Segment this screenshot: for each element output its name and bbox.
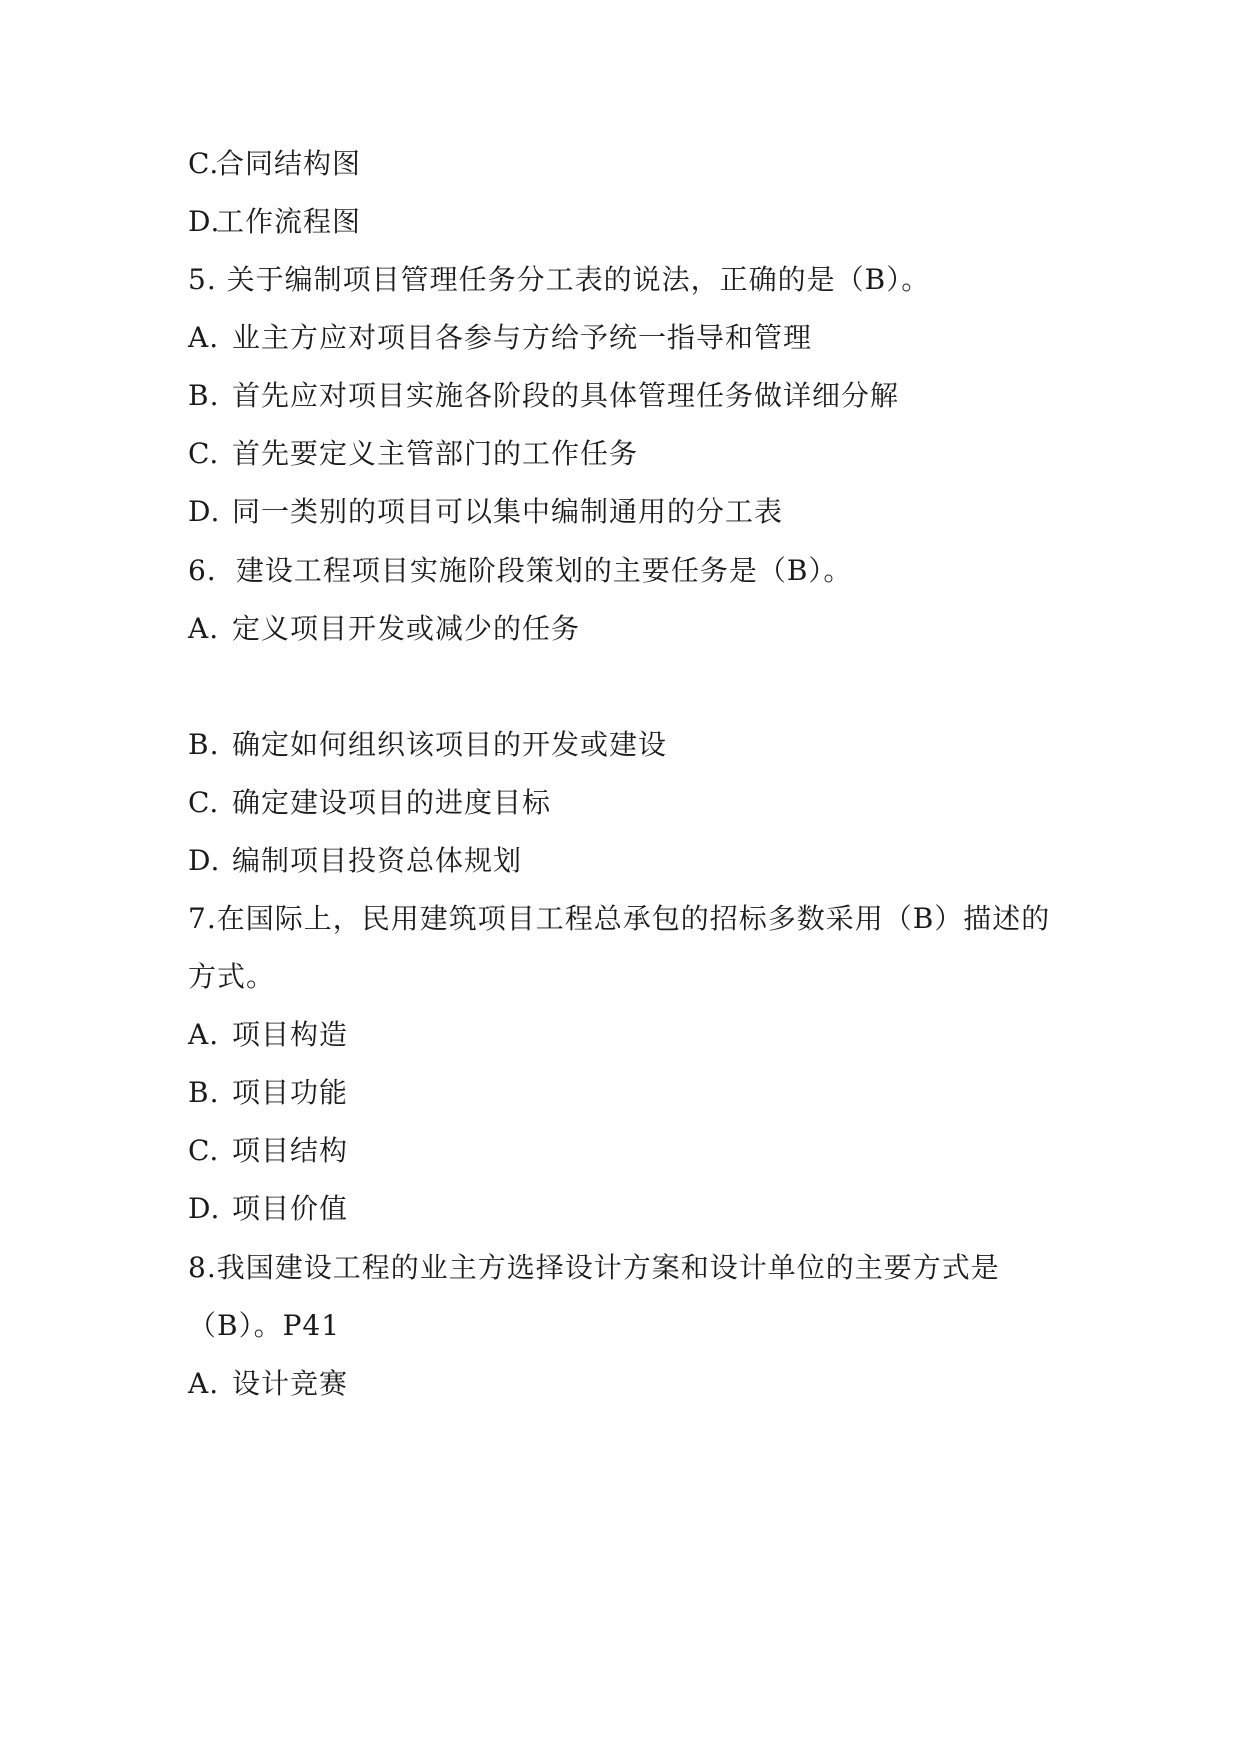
option-line xyxy=(188,611,1068,647)
option-line xyxy=(188,204,1068,240)
question-text: 方式。 xyxy=(188,960,276,993)
question-line xyxy=(188,553,1068,589)
option-line xyxy=(188,843,1068,879)
option-letter: C. xyxy=(188,437,220,470)
option-text: 项目功能 xyxy=(232,1076,349,1109)
option-line xyxy=(188,378,1068,414)
option-text: 确定建设项目的进度目标 xyxy=(232,786,552,819)
option-text: 项目结构 xyxy=(232,1134,349,1167)
option-text: 业主方应对项目各参与方给予统一指导和管理 xyxy=(232,321,813,354)
option-line xyxy=(188,1075,1068,1111)
option-letter: A. xyxy=(188,1367,220,1400)
question-text: 7.在国际上，民用建筑项目工程总承包的招标多数采用（B）描述的 xyxy=(188,902,1051,935)
option-text: 项目构造 xyxy=(232,1018,349,1051)
option-letter: D. xyxy=(188,495,221,528)
question-line xyxy=(188,262,1068,298)
option-line xyxy=(188,1133,1068,1169)
option-text: 同一类别的项目可以集中编制通用的分工表 xyxy=(232,495,784,528)
option-letter: C. xyxy=(188,1134,220,1167)
option-line xyxy=(188,320,1068,356)
option-letter: A. xyxy=(188,612,220,645)
option-letter: D. xyxy=(188,844,221,877)
option-letter: B. xyxy=(188,379,220,412)
option-text: 合同结构图 xyxy=(216,147,362,180)
option-line xyxy=(188,1191,1068,1227)
option-text: 确定如何组织该项目的开发或建设 xyxy=(232,728,668,761)
option-line xyxy=(188,146,1068,182)
option-text: 编制项目投资总体规划 xyxy=(232,844,523,877)
question-line xyxy=(188,1250,1068,1286)
option-text: 定义项目开发或减少的任务 xyxy=(232,612,581,645)
option-letter: C. xyxy=(188,786,220,819)
option-line xyxy=(188,727,1068,763)
question-line xyxy=(188,959,1068,995)
option-text: 设计竞赛 xyxy=(232,1367,349,1400)
option-line xyxy=(188,1366,1068,1402)
option-line xyxy=(188,436,1068,472)
option-letter: A. xyxy=(188,1018,220,1051)
option-line xyxy=(188,494,1068,530)
option-letter: D. xyxy=(188,1192,221,1225)
option-line xyxy=(188,785,1068,821)
question-line xyxy=(188,1308,1068,1344)
option-letter: B. xyxy=(188,1076,220,1109)
question-text: （B）。P41 xyxy=(188,1309,341,1342)
option-line xyxy=(188,1017,1068,1053)
question-line xyxy=(188,901,1068,937)
question-text: 8.我国建设工程的业主方选择设计方案和设计单位的主要方式是 xyxy=(188,1251,1000,1284)
question-text: 5. 关于编制项目管理任务分工表的说法，正确的是（B）。 xyxy=(188,263,931,296)
option-letter: A. xyxy=(188,321,220,354)
option-letter: B. xyxy=(188,728,220,761)
option-text: 项目价值 xyxy=(232,1192,349,1225)
option-letter: C. xyxy=(188,147,220,180)
question-text: 6．建设工程项目实施阶段策划的主要任务是（B）。 xyxy=(188,554,853,587)
option-letter: D. xyxy=(188,205,221,238)
option-text: 工作流程图 xyxy=(216,205,362,238)
option-text: 首先要定义主管部门的工作任务 xyxy=(232,437,639,470)
option-text: 首先应对项目实施各阶段的具体管理任务做详细分解 xyxy=(232,379,900,412)
